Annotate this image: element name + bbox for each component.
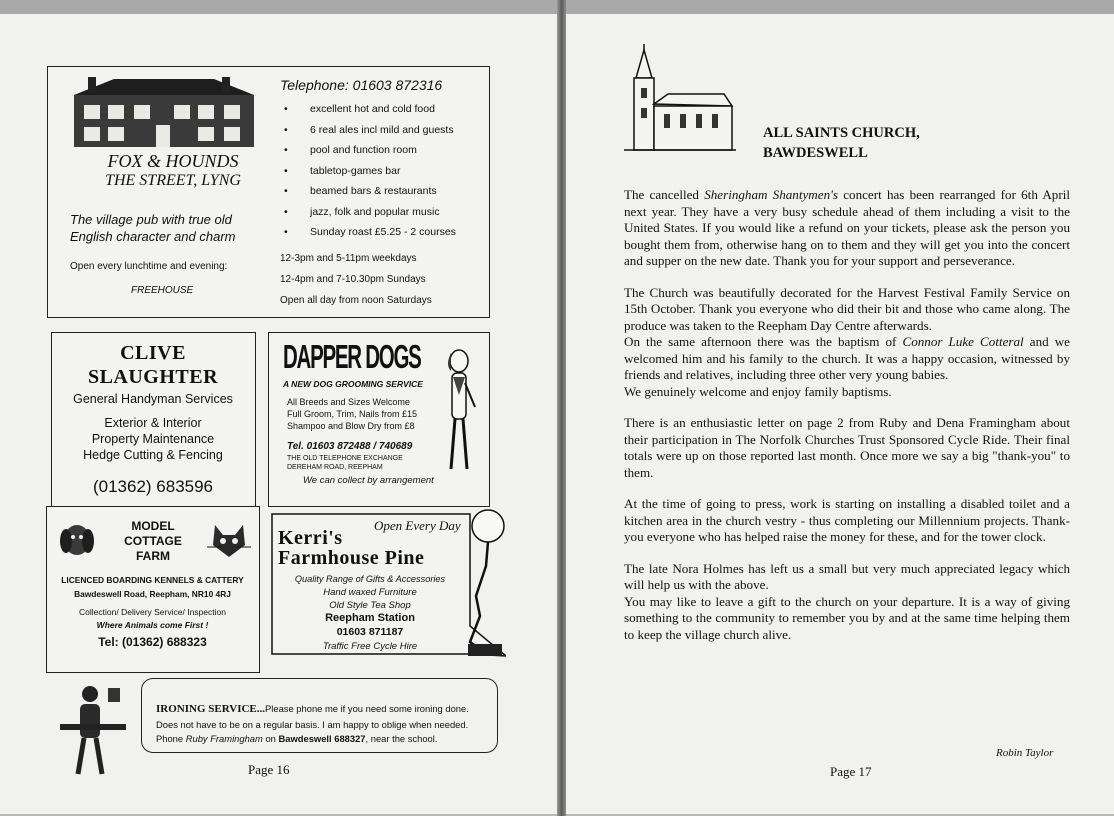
article-paragraph — [624, 496, 1070, 546]
dapper-address-1: THE OLD TELEPHONE EXCHANGE — [287, 455, 403, 462]
clive-line-1: Exterior & Interior — [104, 416, 202, 430]
article-title-1: ALL SAINTS CHURCH, — [763, 125, 920, 141]
list-item: • 6 real ales incl mild and guests — [280, 120, 485, 141]
ironing-phone-prefix: Phone — [156, 733, 186, 744]
kerri-line-3: Old Style Tea Shop — [329, 600, 411, 611]
ironing-suffix: , near the school. — [365, 733, 438, 744]
cat-head-icon — [207, 521, 251, 559]
dapper-title: DAPPER DOGS — [283, 338, 421, 375]
list-item: • jazz, folk and popular music — [280, 202, 485, 223]
text-run: The late Nora Holmes has left us a small but very much appreciated legacy which will help us with the above. — [624, 560, 1070, 592]
kerri-station: Reepham Station — [325, 612, 415, 624]
text-run: We genuinely welcome and enjoy family baptisms. — [624, 383, 892, 399]
article-title-2: BAWDESWELL — [763, 145, 868, 161]
list-item: • pool and function room — [280, 140, 485, 161]
kerri-line-1: Quality Range of Gifts & Accessories — [294, 574, 446, 584]
dapper-line-2: Full Groom, Trim, Nails from £15 — [287, 409, 418, 419]
dog-head-icon — [57, 521, 97, 559]
pub-hours-3: Open all day from noon Saturdays — [280, 295, 432, 306]
farm-services: Collection/ Delivery Service/ Inspection — [79, 607, 226, 617]
article-paragraph — [624, 561, 1070, 594]
dapper-line-1: All Breeds and Sizes Welcome — [287, 397, 410, 407]
ironing-line-1 — [156, 703, 469, 715]
page-16 — [0, 14, 557, 814]
article-paragraph — [624, 594, 1070, 644]
ironing-person-illustration — [60, 682, 126, 778]
kerri-title-1: Kerri's — [278, 527, 343, 549]
text-run-italic: Connor Luke Cotteral — [902, 334, 1024, 349]
clive-line-2: Property Maintenance — [91, 432, 215, 446]
list-item: • excellent hot and cold food — [280, 99, 485, 120]
farm-title-1: MODEL — [131, 519, 175, 533]
ironing-line-3 — [156, 733, 437, 744]
model-cottage-farm-ad — [46, 506, 260, 673]
pub-hours-2: 12-4pm and 7-10.30pm Sundays — [280, 274, 426, 285]
dog-illustration — [437, 347, 481, 477]
text-run: and we welcomed him and his family to the church. It was a happy occasion, witnessed by friends and relatives, including three other very young babies. — [624, 334, 1070, 382]
dapper-line-3: Shampoo and Blow Dry from £8 — [287, 421, 415, 431]
text-run: The cancelled — [624, 187, 705, 202]
kerri-phone: 01603 871187 — [336, 626, 404, 638]
clive-service: General Handyman Services — [73, 392, 233, 406]
clive-slaughter-ad — [51, 332, 256, 507]
ironing-contact-name: Ruby Framingham — [185, 733, 263, 744]
clive-phone: (01362) 683596 — [92, 477, 214, 496]
farm-title-2: COTTAGE — [124, 534, 182, 548]
dapper-dogs-ad — [268, 332, 490, 507]
ironing-line-2: Does not have to be on a regular basis. I am happy to oblige when needed. — [156, 719, 469, 730]
fox-and-hounds-ad — [47, 66, 490, 318]
kerri-title-2: Farmhouse Pine — [278, 547, 425, 569]
article-paragraph — [624, 285, 1070, 335]
text-run: At the time of going to press, work is starting on installing a disabled toilet and a kitchen area in the church vestry - thus completing our Millennium projects. Thank-you everyone who has helped raise the money for these, and for the tower clock. — [624, 496, 1070, 544]
list-item: • Sunday roast £5.25 - 2 courses — [280, 222, 485, 243]
text-run: On the same afternoon there was the baptism of — [624, 334, 903, 349]
pub-tagline-2: English character and charm — [70, 229, 236, 244]
dapper-subtitle: A NEW DOG GROOMING SERVICE — [283, 379, 423, 389]
article-paragraph — [624, 187, 1070, 270]
kerris-farmhouse-pine-ad — [270, 506, 506, 668]
article-author: Robin Taylor — [996, 747, 1054, 759]
list-item: • tabletop-games bar — [280, 161, 485, 182]
ironing-phone-number: Bawdeswell 688327 — [278, 733, 366, 744]
pub-open-text: Open every lunchtime and evening: — [70, 261, 228, 272]
ironing-heading: IRONING SERVICE... — [156, 703, 266, 715]
kerri-line-2: Hand waxed Furniture — [323, 587, 417, 598]
clive-name-1: CLIVE — [120, 342, 186, 364]
dapper-address-2: DEREHAM ROAD, REEPHAM — [287, 464, 383, 471]
article-paragraph — [624, 415, 1070, 481]
text-run: concert has been rearranged for 6th April next year. They have a very busy schedule ahead of them including a visit to the United States. If you would like a refund on your tickets, please ask the person you bought them from, otherwise hang on to them and they will get you into the concert and supper on the new date. Thank you for your support and perseverance. — [624, 187, 1070, 268]
clive-name-2: SLAUGHTER — [87, 366, 219, 388]
pub-phone: Telephone: 01603 872316 — [280, 77, 443, 93]
farm-licensed: LICENCED BOARDING KENNELS & CATTERY — [61, 575, 244, 585]
farm-animals: Where Animals come First ! — [96, 620, 209, 630]
article-paragraph — [624, 334, 1070, 384]
ironing-text-1: Please phone me if you need some ironing done. — [265, 703, 469, 714]
pub-freehouse: FREEHOUSE — [131, 285, 194, 296]
article-body — [624, 187, 1070, 643]
page-17 — [566, 14, 1114, 814]
ironing-on: on — [262, 733, 279, 744]
article-paragraph — [624, 384, 1070, 401]
pub-hours-1: 12-3pm and 5-11pm weekdays — [280, 253, 417, 264]
page-number: Page 16 — [248, 762, 290, 777]
dapper-phone: Tel. 01603 872488 / 740689 — [287, 441, 413, 452]
kerri-open-every-day: Open Every Day — [374, 518, 461, 533]
text-run-italic: Sheringham Shantymen's — [704, 187, 839, 202]
list-item: • beamed bars & restaurants — [280, 181, 485, 202]
pub-tagline-1: The village pub with true old — [70, 212, 232, 227]
farm-title-3: FARM — [136, 549, 170, 563]
farm-address: Bawdeswell Road, Reepham, NR10 4RJ — [74, 589, 231, 599]
text-run: The Church was beautifully decorated for the Harvest Festival Family Service on 15th October. Thank you everyone who did their bit and those who came along. The produce was taken to the Reepham Day Centre afterwards. — [624, 284, 1070, 333]
kerri-hire: Traffic Free Cycle Hire — [322, 641, 418, 652]
church-illustration — [624, 44, 736, 156]
book-gutter — [557, 0, 566, 816]
pub-name: FOX & HOUNDS — [107, 151, 239, 171]
page-number: Page 17 — [830, 764, 872, 779]
text-run: You may like to leave a gift to the church on your departure. It is a way of giving something to the community to remember you by and at the same time helping them to keep the village church alive. — [624, 593, 1070, 642]
pub-street: THE STREET, LYNG — [105, 172, 241, 189]
pub-illustration — [74, 77, 254, 147]
farm-phone: Tel: (01362) 688323 — [98, 635, 207, 649]
pub-feature-list — [280, 99, 485, 243]
text-run: There is an enthusiastic letter on page 2 from Ruby and Dena Framingham about their participation in The Norfolk Churches Trust Sponsored Cycle Ride. Their final totals were up on those reported last month. Once more we say a big "thank-you" to them. — [624, 415, 1070, 480]
ironing-service-ad — [141, 678, 498, 753]
dapper-collect: We can collect by arrangement — [303, 475, 434, 486]
clive-line-3: Hedge Cutting & Fencing — [83, 448, 223, 462]
